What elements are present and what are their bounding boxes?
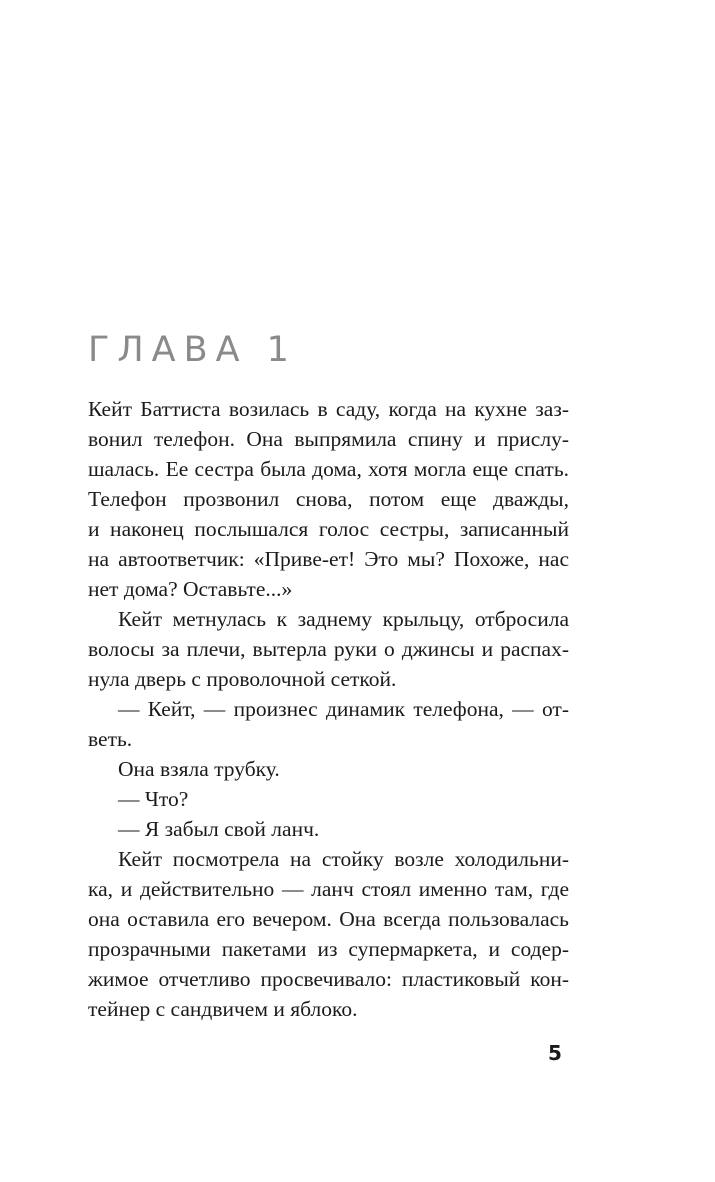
text-line: шалась. Ее сестра была дома, хотя могла еще спать.	[88, 457, 569, 481]
text-line: ка, и действительно — ланч стоял именно там, где	[88, 877, 569, 901]
page-number: 5	[548, 1041, 562, 1065]
text-line: прозрачными пакетами из супермаркета, и содер-	[88, 937, 569, 961]
text-line: Кейт метнулась к заднему крыльцу, отбросила	[118, 607, 569, 631]
chapter-title: ГЛАВА 1	[88, 330, 297, 370]
text-line: Она взяла трубку.	[118, 757, 280, 781]
text-line: — Кейт, — произнес динамик телефона, — от-	[118, 697, 569, 721]
text-line: нет дома? Оставьте...»	[88, 577, 293, 601]
text-line: нула дверь с проволочной сеткой.	[88, 667, 397, 691]
text-line: вонил телефон. Она выпрямила спину и прислу-	[88, 427, 569, 451]
text-line: — Что?	[118, 787, 189, 811]
body-text	[88, 394, 569, 1024]
text-line: волосы за плечи, вытерла руки о джинсы и распах-	[88, 637, 569, 661]
text-line: — Я забыл свой ланч.	[118, 817, 320, 841]
text-line: на автоответчик: «Приве-ет! Это мы? Похоже, нас	[88, 547, 569, 571]
text-line: жимое отчетливо просвечивало: пластиковый кон-	[88, 967, 569, 991]
text-line: Кейт посмотрела на стойку возле холодильни-	[118, 847, 569, 871]
text-line: веть.	[88, 727, 133, 751]
text-line: Телефон прозвонил снова, потом еще дважды,	[88, 487, 569, 511]
text-line: тейнер с сандвичем и яблоко.	[88, 997, 358, 1021]
text-line: и наконец послышался голос сестры, записанный	[88, 517, 569, 541]
text-line: Кейт Баттиста возилась в саду, когда на кухне заз-	[88, 397, 569, 421]
text-line: она оставила его вечером. Она всегда пользовалась	[88, 907, 569, 931]
